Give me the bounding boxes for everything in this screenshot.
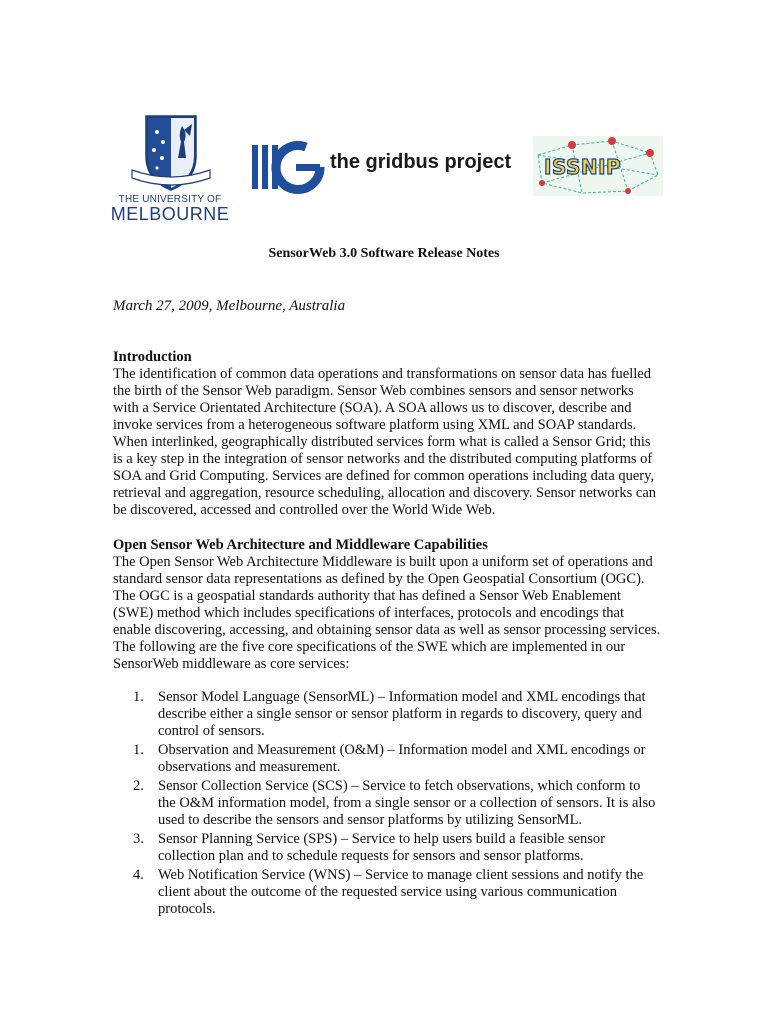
issnip-title: ISSNIP (544, 155, 622, 179)
list-item-number: 4. (133, 867, 144, 883)
list-item-number: 3. (133, 831, 144, 847)
section-heading-introduction: Introduction (113, 349, 192, 365)
gridbus-logo (250, 137, 510, 197)
section-heading-architecture: Open Sensor Web Architecture and Middleware Capabilities (113, 537, 488, 553)
university-name-line2: MELBOURNE (110, 204, 230, 224)
issnip-logo (532, 135, 664, 197)
document-title: SensorWeb 3.0 Software Release Notes (268, 246, 500, 261)
logo-banner (0, 0, 768, 230)
list-item-number: 2. (133, 778, 144, 794)
list-item-text: Sensor Collection Service (SCS) – Service to fetch observations, which conform to the O&M information model, from a single sensor or a collection of sensors. It is also used to describe the sensors and sensor platforms by utilizing SensorML. (158, 778, 656, 828)
list-item-text: Observation and Measurement (O&M) – Information model and XML encodings or observations and measurement. (158, 742, 646, 775)
section-paragraph-architecture: The Open Sensor Web Architecture Middleware is built upon a uniform set of operations and standard sensor data representations as defined by the Open Geospatial Consortium (OGC). The OGC is a geospatial standards authority that has defined a Sensor Web Enablement (SWE) method which includes specifications of interfaces, protocols and encodings that enable discovering, accessing, and obtaining sensor data as well as sensor processing services. The following are the five core specifications of the SWE which are implemented in our SensorWeb middleware as core services: (113, 554, 661, 672)
list-item-text: Sensor Model Language (SensorML) – Information model and XML encodings that describe either a single sensor or sensor platform in regards to discovery, query and control of sensors. (158, 689, 646, 739)
document-body (113, 349, 661, 920)
section-paragraph-introduction: The identification of common data operations and transformations on sensor data has fuelled the birth of the Sensor Web paradigm. Sensor Web combines sensors and sensor networks with a Service Orientated Architecture (SOA). A SOA allows us to discover, describe and invoke services from a heterogeneous software platform using XML and SOAP standards. When interlinked, geographically distributed services form what is called a Sensor Grid; this is a key step in the integration of sensor networks and the distributed computing platforms of SOA and Grid Computing. Services are defined for common operations including data query, retrieval and aggregation, resource scheduling, allocation and discovery. Sensor networks can be discovered, accessed and controlled over the World Wide Web. (113, 366, 657, 518)
gridbus-title: the gridbus project (330, 151, 512, 173)
list-item-number: 1. (133, 689, 144, 705)
university-name-line1: THE UNIVERSITY OF (118, 194, 222, 205)
list-item-number: 1. (133, 742, 144, 758)
list-item (113, 742, 661, 776)
list-item (113, 831, 661, 865)
core-services-list (113, 689, 661, 918)
list-item-text: Sensor Planning Service (SPS) – Service to help users build a feasible sensor collection plan and to schedule requests for sensors and sensor platforms. (158, 831, 606, 864)
document-date: March 27, 2009, Melbourne, Australia (113, 298, 346, 314)
list-item (113, 867, 661, 918)
university-crest-icon (126, 112, 216, 192)
university-of-melbourne-logo (108, 112, 232, 226)
list-item (113, 689, 661, 740)
list-item-text: Web Notification Service (WNS) – Service to manage client sessions and notify the client about the outcome of the requested service using various communication protocols. (158, 867, 644, 917)
list-item (113, 778, 661, 829)
gridbus-emblem-icon (250, 137, 326, 197)
